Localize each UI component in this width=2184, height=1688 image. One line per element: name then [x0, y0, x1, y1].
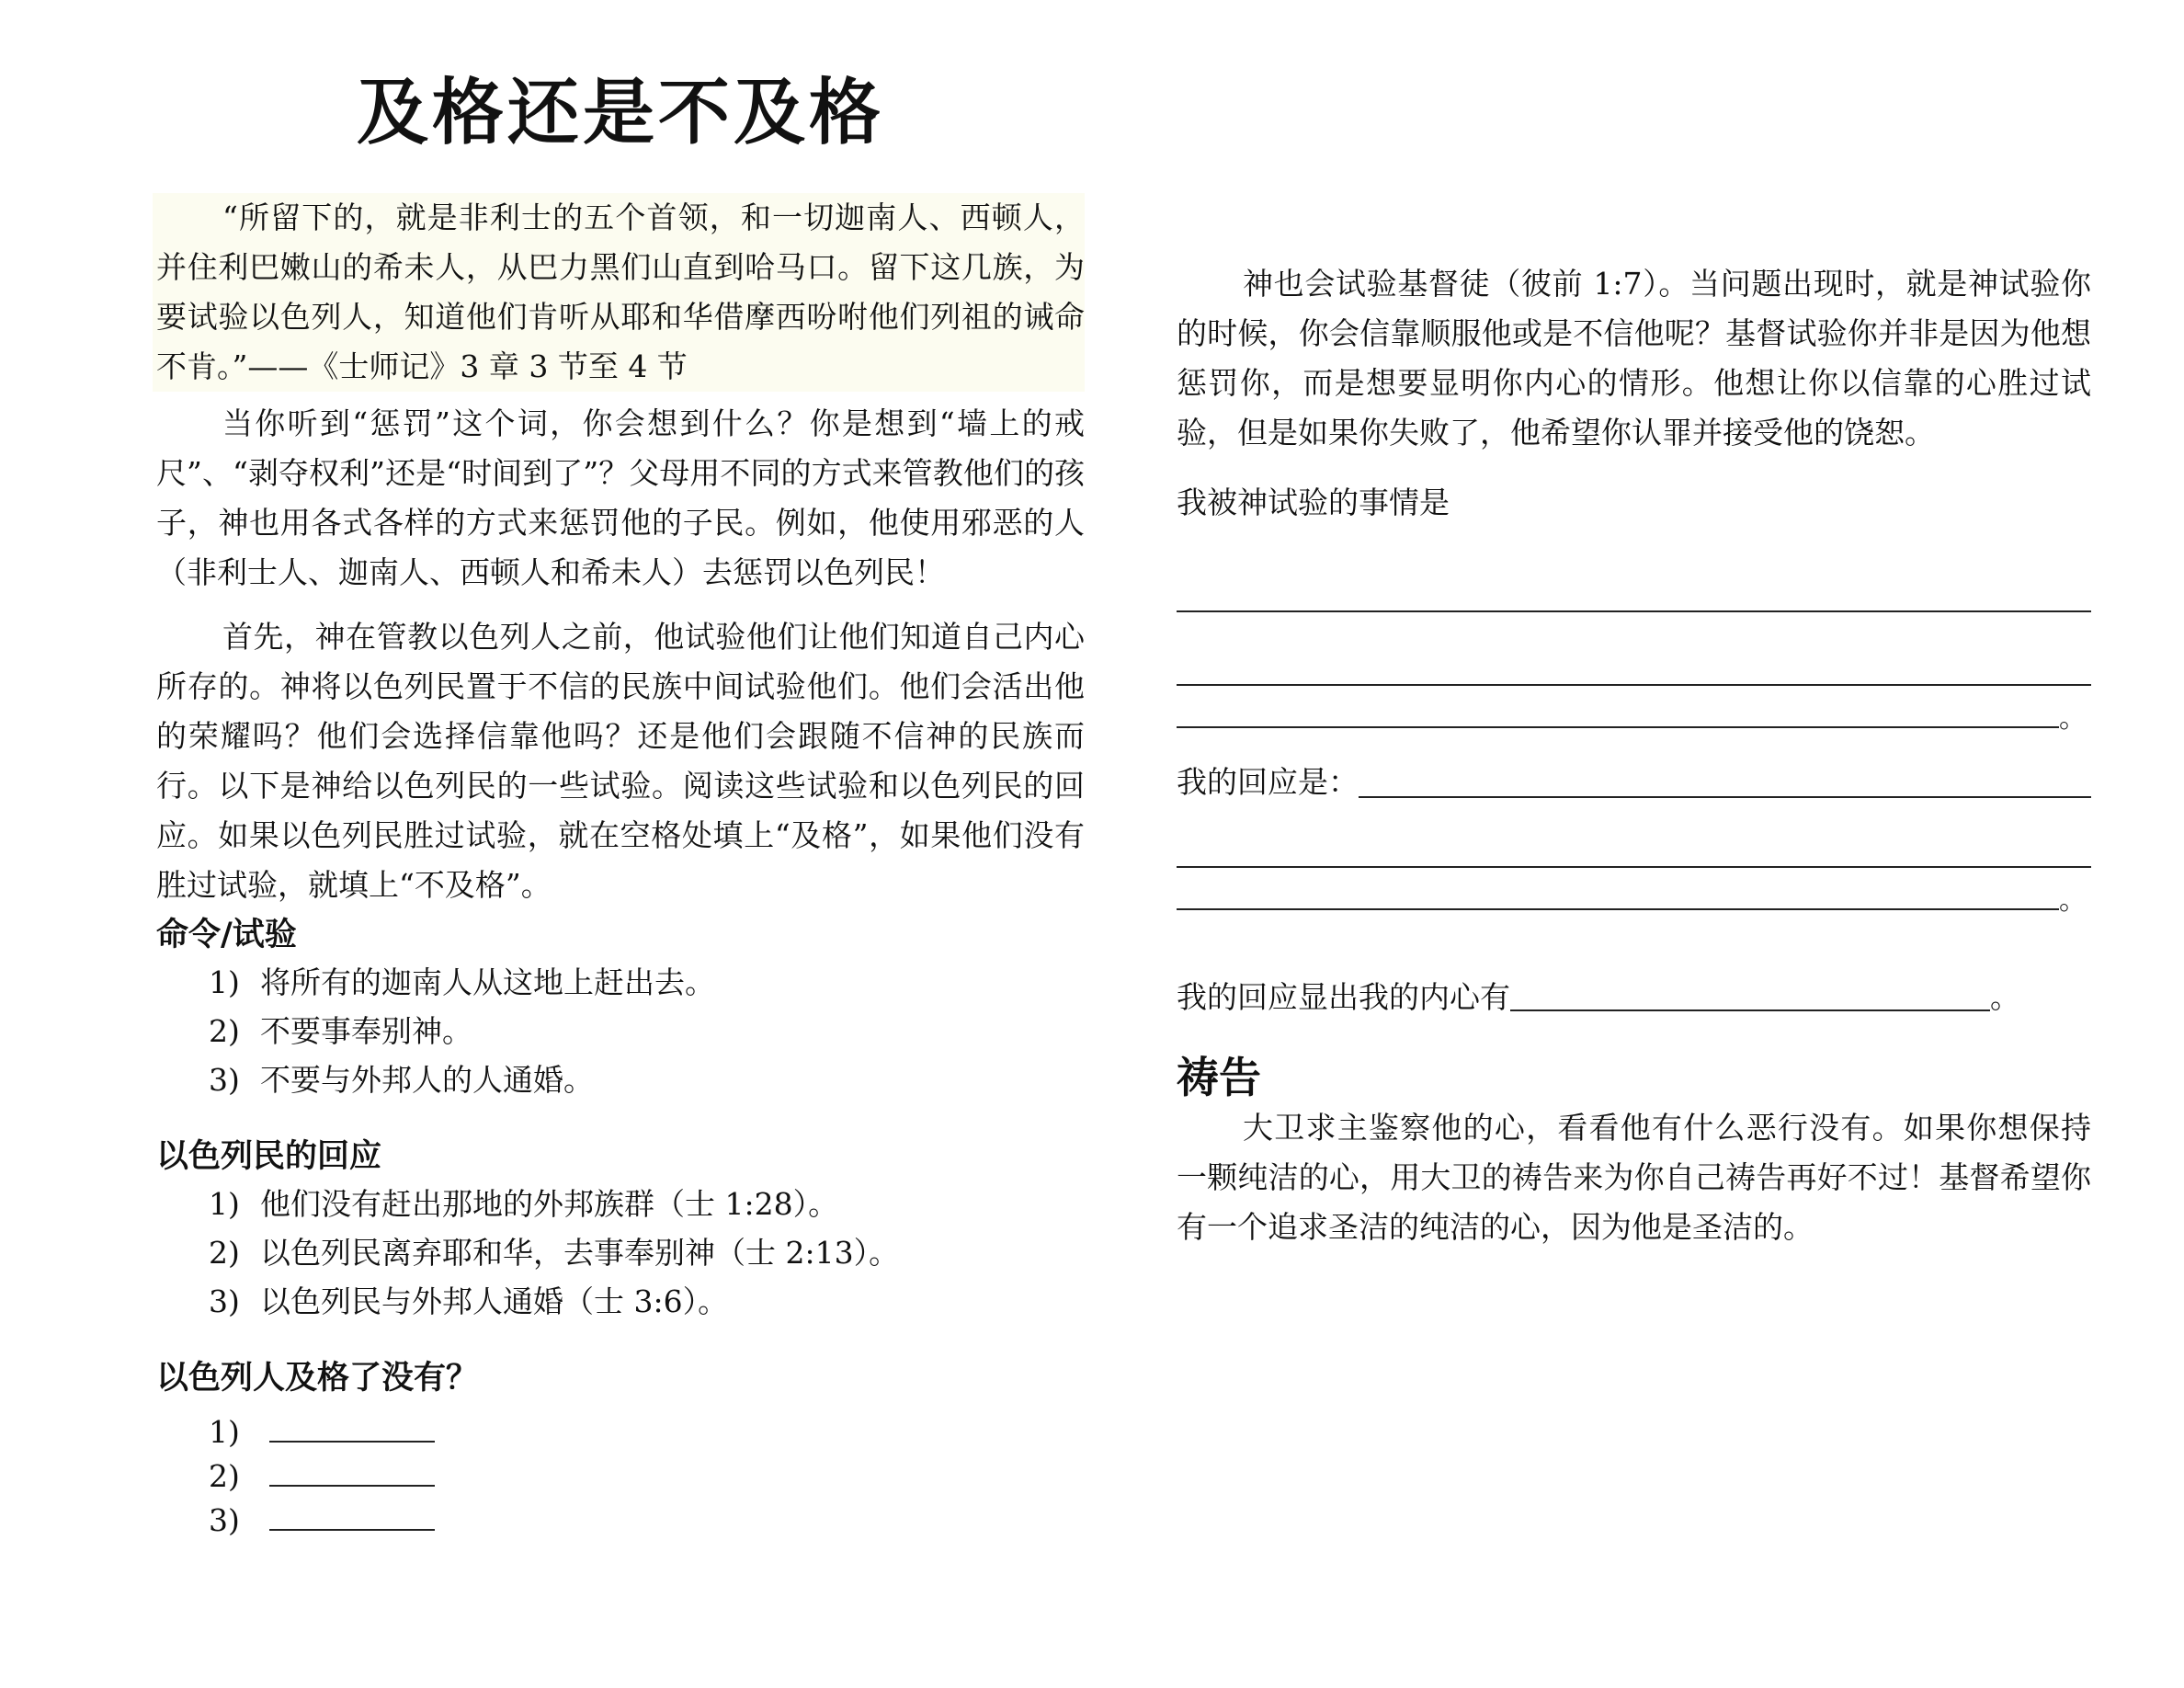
- answer-blank-1[interactable]: 1): [156, 1410, 1085, 1454]
- prayer-paragraph: 大卫求主鉴察他的心，看看他有什么恶行没有。如果你想保持一颗纯洁的心，用大卫的祷告来为你自己祷告再好不过！基督希望你有一个追求圣洁的纯洁的心，因为他是圣洁的。: [1177, 1110, 2091, 1245]
- response-line-2[interactable]: [1177, 818, 2091, 868]
- response-heading: 以色列民的回应: [156, 1138, 382, 1175]
- passed-heading: 以色列人及格了没有？: [156, 1360, 479, 1397]
- tested-line-3-row: [1177, 690, 2091, 737]
- answers-list: [156, 1410, 1085, 1543]
- commands-list: [156, 958, 1085, 1104]
- list-item: 1) 他们没有赶出那地的外邦族群（士 1:28）。: [209, 1186, 839, 1222]
- tested-line-3[interactable]: [1177, 690, 2059, 728]
- tested-line-1[interactable]: [1177, 563, 2091, 612]
- list-item: 2) 不要事奉别神。: [209, 1013, 472, 1049]
- tested-label: 我被神试验的事情是: [1177, 485, 1450, 520]
- christian-test-paragraph: 神也会试验基督徒（彼前 1:7）。当问题出现时，就是神试验你的时候，你会信靠顺服他或是不信他呢？基督试验你并非是因为他想惩罚你，而是想要显明你内心的情形。他想让你以信靠的心胜过试验，但是如果你失败了，他希望你认罪并接受他的饶恕。: [1177, 266, 2091, 451]
- test-paragraph: 首先，神在管教以色列人之前，他试验他们让他们知道自己内心所存的。神将以色列民置于不信的民族中间试验他们。他们会活出他的荣耀吗？他们会选择信靠他吗？还是他们会跟随不信神的民族而行。以下是神给以色列民的一些试验。阅读这些试验和以色列民的回应。如果以色列民胜过试验，就在空格处填上“及格”，如果他们没有胜过试验，就填上“不及格”。: [156, 619, 1085, 903]
- heart-line[interactable]: [1510, 973, 1990, 1011]
- response-label: 我的回应是：: [1177, 764, 1359, 800]
- heart-row: [1177, 973, 2091, 1022]
- tested-lines: [1177, 563, 2091, 737]
- page-title: 及格还是不及格: [357, 71, 885, 154]
- scripture-quote: “所留下的，就是非利士的五个首领，和一切迦南人、西顿人，并住利巴嫩山的希未人，从巴力黑们山直到哈马口。留下这几族，为要试验以色列人，知道他们肯听从耶和华借摩西吩咐他们列祖的诫命不肯。”——《士师记》3 章 3 节至 4 节: [153, 193, 1085, 392]
- left-column: [156, 193, 1085, 1543]
- heart-label: 我的回应显出我的内心有: [1177, 979, 1510, 1015]
- intro-paragraph: 当你听到“惩罚”这个词，你会想到什么？你是想到“墙上的戒尺”、“剥夺权利”还是“时间到了”？父母用不同的方式来管教他们的孩子，神也用各式各样的方式来惩罚他的子民。例如，他使用邪恶的人（非利士人、迦南人、西顿人和希未人）去惩罚以色列民！: [156, 405, 1085, 590]
- heart-period: 。: [1990, 979, 2020, 1015]
- list-item: 3) 不要与外邦人的人通婚。: [209, 1062, 594, 1098]
- answer-blank-3[interactable]: 3): [156, 1499, 1085, 1543]
- tested-line-2[interactable]: [1177, 636, 2091, 686]
- tested-period: 。: [2059, 702, 2087, 735]
- response-period: 。: [2059, 884, 2087, 917]
- responses-list: [156, 1180, 1085, 1326]
- response-line-1[interactable]: [1359, 759, 2091, 798]
- list-item: 3) 以色列民与外邦人通婚（士 3:6）。: [209, 1283, 729, 1319]
- prayer-heading: 祷告: [1177, 1053, 1261, 1102]
- list-item: 2) 以色列民离弃耶和华，去事奉别神（士 2:13）。: [209, 1235, 900, 1271]
- answer-blank-2[interactable]: 2): [156, 1454, 1085, 1499]
- list-item: 1) 将所有的迦南人从这地上赶出去。: [209, 964, 715, 1000]
- response-line-3-row: [1177, 872, 2091, 919]
- commands-heading: 命令/试验: [156, 917, 297, 953]
- response-line-3[interactable]: [1177, 872, 2059, 910]
- right-column: [1177, 259, 2091, 1252]
- response-row: [1177, 758, 2091, 807]
